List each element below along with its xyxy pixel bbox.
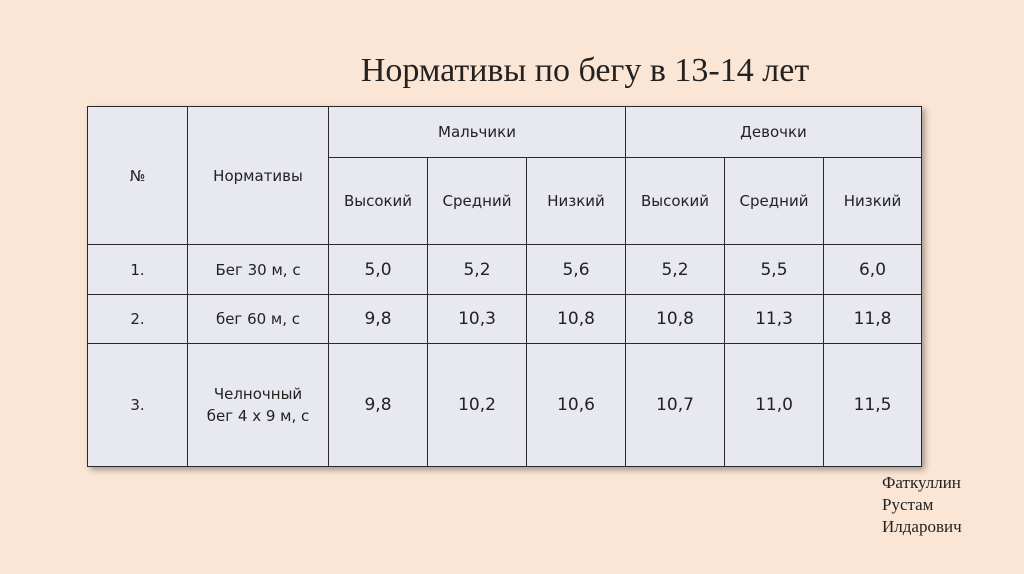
value-cell: 5,2 — [428, 245, 527, 295]
value-cell: 11,3 — [725, 295, 824, 344]
row-standard — [188, 344, 329, 467]
value-cell: 10,2 — [428, 344, 527, 467]
value-cell: 11,8 — [824, 295, 922, 344]
page-title: Нормативы по бегу в 13-14 лет — [360, 52, 810, 89]
value-cell: 9,8 — [329, 344, 428, 467]
value-cell: 9,8 — [329, 295, 428, 344]
header-boys-medium: Средний — [428, 158, 527, 245]
header-standards: Нормативы — [188, 107, 329, 245]
value-cell: 5,0 — [329, 245, 428, 295]
table-row — [88, 245, 922, 295]
header-number: № — [88, 107, 188, 245]
standards-table — [87, 106, 922, 467]
value-cell: 11,0 — [725, 344, 824, 467]
header-girls-high: Высокий — [626, 158, 725, 245]
header-girls: Девочки — [626, 107, 922, 158]
value-cell: 10,3 — [428, 295, 527, 344]
row-number: 1. — [88, 245, 188, 295]
standards-table-container — [87, 106, 922, 467]
value-cell: 10,7 — [626, 344, 725, 467]
row-standard: Бег 30 м, с — [188, 245, 329, 295]
value-cell: 5,2 — [626, 245, 725, 295]
value-cell: 5,5 — [725, 245, 824, 295]
value-cell: 5,6 — [527, 245, 626, 295]
table-row — [88, 344, 922, 467]
author-patronymic: Илдарович — [882, 517, 962, 536]
row-standard: бег 60 м, с — [188, 295, 329, 344]
value-cell: 10,6 — [527, 344, 626, 467]
value-cell: 6,0 — [824, 245, 922, 295]
row-number: 3. — [88, 344, 188, 467]
row-standard-line2: бег 4 х 9 м, с — [206, 407, 310, 425]
value-cell: 10,8 — [527, 295, 626, 344]
author-first-name: Рустам — [882, 495, 934, 514]
author-name — [882, 472, 962, 538]
header-boys: Мальчики — [329, 107, 626, 158]
header-boys-high: Высокий — [329, 158, 428, 245]
value-cell: 11,5 — [824, 344, 922, 467]
row-standard-line1: Челночный — [213, 385, 303, 403]
header-girls-low: Низкий — [824, 158, 922, 245]
row-number: 2. — [88, 295, 188, 344]
header-boys-low: Низкий — [527, 158, 626, 245]
author-surname: Фаткуллин — [882, 473, 961, 492]
value-cell: 10,8 — [626, 295, 725, 344]
table-row — [88, 295, 922, 344]
header-girls-medium: Средний — [725, 158, 824, 245]
